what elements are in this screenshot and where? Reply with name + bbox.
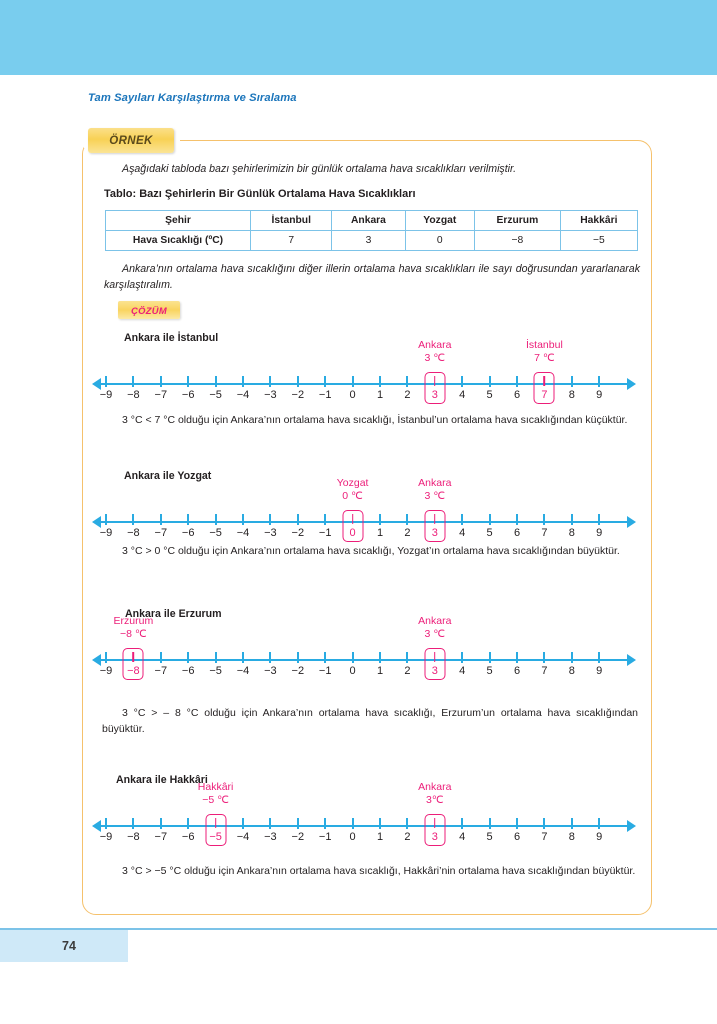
number-line-label: −8 (127, 389, 140, 401)
number-line (92, 339, 642, 405)
number-line-tick (379, 652, 381, 663)
number-line-label: −4 (236, 527, 250, 539)
number-line-tick (406, 818, 408, 829)
table-row (106, 231, 638, 251)
number-line-tick (297, 818, 299, 829)
number-line-tick-marked (352, 514, 354, 524)
number-line-label: 2 (404, 831, 411, 843)
number-line-label: 2 (404, 527, 411, 539)
number-line-label: −1 (318, 665, 332, 677)
number-line-label: −4 (236, 831, 250, 843)
table-caption: Tablo: Bazı Şehirlerin Bir Günlük Ortalama Hava Sıcaklıkları (104, 188, 416, 200)
city-temperature: −8 ℃ (120, 628, 147, 641)
number-line-tick (461, 818, 463, 829)
section-heading: Ankara ile Yozgat (124, 470, 212, 482)
city-name: Yozgat (336, 477, 369, 489)
section-explanation: 3 °C < 7 °C olduğu için Ankara’nın ortalama hava sıcaklığı, İstanbul’un ortalama hava sıcaklığından küçüktür. (122, 414, 628, 426)
table-header-erzurum: Erzurum (475, 211, 561, 231)
number-line-tick (297, 652, 299, 663)
number-line-tick (215, 652, 217, 663)
number-line-label: 3 (431, 389, 438, 401)
number-line-label: 2 (404, 389, 411, 401)
number-line-tick-marked (434, 818, 436, 828)
number-line-label: −1 (318, 831, 332, 843)
number-line-label: 1 (376, 389, 384, 401)
number-line-tick (132, 376, 134, 387)
number-line-axis (100, 825, 628, 827)
city-name: Ankara (418, 615, 452, 627)
number-line-label: 8 (568, 389, 575, 401)
number-line-label: −7 (154, 831, 168, 843)
number-line-label: 8 (568, 831, 575, 843)
city-name: Hakkâri (197, 781, 234, 793)
number-line-label: 0 (349, 389, 356, 401)
city-temperature: 0 ℃ (342, 490, 363, 503)
number-line-label: −2 (291, 831, 305, 843)
number-line-tick (543, 652, 545, 663)
number-line-city-label (114, 615, 154, 641)
number-line-tick (379, 818, 381, 829)
arrow-right-icon (627, 378, 636, 390)
number-line-label: −9 (99, 527, 113, 539)
number-line-tick (324, 652, 326, 663)
temperature-table (105, 210, 638, 251)
number-line-label: 3 (431, 527, 438, 539)
table-row-label: Hava Sıcaklığı (ºC) (106, 231, 251, 251)
number-line-label: −3 (264, 389, 277, 401)
example-content (82, 140, 652, 915)
number-line-tick (489, 818, 491, 829)
number-line-tick (598, 376, 600, 387)
city-name: Ankara (418, 781, 452, 793)
number-line-label: 7 (541, 665, 548, 677)
number-line-label: −6 (181, 665, 195, 677)
number-line-tick (461, 376, 463, 387)
number-line-label: −2 (291, 389, 305, 401)
number-line-label: −2 (291, 665, 305, 677)
number-line-label: 4 (459, 527, 466, 539)
section-explanation: 3 °C > 0 °C olduğu için Ankara’nın ortalama hava sıcaklığı, Yozgat’ın ortalama hava sıcaklığından büyüktür. (122, 545, 620, 557)
city-temperature: 3℃ (425, 794, 444, 807)
number-line-label: 4 (459, 389, 466, 401)
cozum-badge: ÇÖZÜM (118, 301, 180, 319)
number-line-tick (406, 514, 408, 525)
number-line-label: 9 (596, 389, 603, 401)
table-header-yozgat: Yozgat (405, 211, 475, 231)
number-line-label: 4 (459, 831, 466, 843)
number-line-label: 6 (513, 665, 521, 677)
city-temperature: 7 ℃ (534, 352, 555, 365)
number-line (92, 477, 642, 543)
number-line-label: −1 (318, 389, 332, 401)
section-explanation: 3 °C > −5 °C olduğu için Ankara’nın ortalama hava sıcaklığı, Hakkâri’nin ortalama hava sıcaklığından büyüktür. (122, 865, 636, 877)
number-line-label: 7 (541, 831, 548, 843)
number-line-tick (242, 376, 244, 387)
number-line-tick-marked (215, 818, 217, 828)
number-line-city-label (526, 339, 563, 365)
table-cell-yozgat: 0 (405, 231, 475, 251)
number-line-tick (215, 514, 217, 525)
number-line-label: −5 (209, 527, 222, 539)
number-line-tick (489, 514, 491, 525)
arrow-right-icon (627, 516, 636, 528)
number-line-label: 6 (513, 831, 521, 843)
number-line-label: 8 (568, 665, 575, 677)
number-line-tick (571, 652, 573, 663)
arrow-right-icon (627, 820, 636, 832)
number-line-label: 5 (486, 831, 493, 843)
number-line-city-label (418, 339, 451, 365)
city-temperature: 3 ℃ (424, 490, 446, 503)
compare-paragraph: Ankara’nın ortalama hava sıcaklığını diğer illerin ortalama hava sıcaklıkları ile sayı doğrusundan yararlanarak karşılaştıralım. (104, 263, 640, 291)
number-line-city-label (198, 781, 234, 807)
number-line-label: 4 (459, 665, 466, 677)
number-line-tick-marked (434, 652, 436, 662)
table-row (106, 211, 638, 231)
number-line-label: 2 (404, 665, 411, 677)
number-line-label: 8 (568, 527, 575, 539)
number-line-tick (132, 818, 134, 829)
number-line-label: 7 (541, 389, 548, 401)
number-line-tick (269, 376, 271, 387)
city-temperature: −5 ℃ (202, 794, 229, 807)
number-line-tick (461, 514, 463, 525)
city-name: Erzurum (113, 615, 154, 627)
header-band (0, 0, 717, 75)
number-line-city-label (418, 615, 451, 641)
number-line-tick (406, 652, 408, 663)
number-line-tick (352, 652, 354, 663)
number-line-tick (105, 514, 107, 525)
number-line-tick-marked (133, 652, 135, 662)
number-line-label: −8 (127, 527, 140, 539)
number-line-label: −2 (291, 527, 305, 539)
number-line-tick (516, 376, 518, 387)
number-line-tick (187, 818, 189, 829)
number-line-tick (187, 376, 189, 387)
number-line-tick (352, 376, 354, 387)
number-line-label: −6 (181, 527, 195, 539)
city-temperature: 3 ℃ (424, 628, 446, 641)
number-line-tick (242, 652, 244, 663)
city-name: Ankara (418, 477, 452, 489)
number-line-tick (516, 818, 518, 829)
number-line-tick (269, 818, 271, 829)
number-line-tick (379, 514, 381, 525)
city-name: Ankara (418, 339, 452, 351)
number-line-tick (598, 818, 600, 829)
table-header-ankara: Ankara (332, 211, 405, 231)
number-line-label: −4 (236, 389, 250, 401)
number-line-label: −3 (264, 831, 277, 843)
number-line-label: 9 (596, 831, 603, 843)
number-line-tick (352, 818, 354, 829)
table-cell-erzurum: −8 (475, 231, 561, 251)
number-line-tick (571, 818, 573, 829)
number-line-tick (324, 376, 326, 387)
section-explanation: 3 °C > – 8 °C olduğu için Ankara’nın ortalama hava sıcaklığı, Erzurum’un ortalama hava sıcaklığından büyüktür. (102, 707, 638, 736)
section-heading: Ankara ile Erzurum (125, 608, 222, 620)
number-line-label: −7 (154, 527, 168, 539)
number-line-tick (516, 514, 518, 525)
number-line-label: −3 (264, 527, 277, 539)
number-line-tick (598, 514, 600, 525)
number-line-tick (160, 514, 162, 525)
number-line-city-label (418, 781, 451, 807)
number-line-label: 3 (431, 665, 438, 677)
number-line-tick (379, 376, 381, 387)
number-line-label: −5 (209, 389, 222, 401)
number-line-label: −5 (209, 831, 222, 843)
number-line-tick (160, 652, 162, 663)
number-line-tick (543, 818, 545, 829)
section-heading: Ankara ile İstanbul (124, 332, 219, 344)
number-line-label: 5 (486, 665, 493, 677)
number-line-label: 9 (596, 665, 603, 677)
number-line-tick (132, 514, 134, 525)
number-line-label: −5 (209, 665, 222, 677)
page-number: 74 (62, 939, 76, 953)
number-line-label: −3 (264, 665, 277, 677)
number-line-tick (406, 376, 408, 387)
number-line-tick (324, 514, 326, 525)
number-line-label: −8 (127, 831, 140, 843)
number-line-label: 5 (486, 389, 493, 401)
number-line-label: −9 (99, 389, 113, 401)
number-line-tick-marked (434, 376, 436, 386)
number-line-label: −9 (99, 665, 113, 677)
table-cell-hakkari: −5 (560, 231, 637, 251)
number-line-city-label (337, 477, 369, 503)
number-line-label: −6 (181, 831, 195, 843)
number-line-label: −9 (99, 831, 113, 843)
number-line-label: 0 (349, 665, 356, 677)
page-number-box (0, 930, 128, 962)
number-line-label: 1 (376, 831, 384, 843)
number-line-tick (269, 652, 271, 663)
number-line-label: 3 (431, 831, 438, 843)
number-line-tick (516, 652, 518, 663)
number-line-tick (215, 376, 217, 387)
number-line (92, 615, 642, 681)
number-line-label: 0 (349, 527, 356, 539)
number-line-tick (571, 514, 573, 525)
number-line-tick (187, 514, 189, 525)
section-heading: Ankara ile Hakkâri (116, 774, 208, 786)
number-line-label: −4 (236, 665, 250, 677)
number-line-label: 9 (596, 527, 603, 539)
table-cell-ankara: 3 (332, 231, 405, 251)
number-line-tick (160, 376, 162, 387)
lead-paragraph: Aşağıdaki tabloda bazı şehirlerimizin bir günlük ortalama hava sıcaklıkları verilmiştir. (122, 163, 517, 175)
number-line-tick (297, 514, 299, 525)
number-line-label: 5 (486, 527, 493, 539)
number-line-tick (105, 652, 107, 663)
number-line-label: −7 (154, 389, 168, 401)
number-line-tick (543, 514, 545, 525)
number-line-label: 1 (376, 665, 384, 677)
arrow-right-icon (627, 654, 636, 666)
number-line-tick (105, 376, 107, 387)
table-header-istanbul: İstanbul (251, 211, 332, 231)
number-line-label: 7 (541, 527, 548, 539)
table-cell-istanbul: 7 (251, 231, 332, 251)
number-line-label: −1 (318, 527, 332, 539)
number-line-tick (489, 652, 491, 663)
city-name: İstanbul (526, 339, 563, 351)
number-line-city-label (418, 477, 451, 503)
number-line-tick (324, 818, 326, 829)
number-line-tick (489, 376, 491, 387)
number-line-axis (100, 521, 628, 523)
number-line-tick-marked (434, 514, 436, 524)
ornek-badge: ÖRNEK (88, 128, 174, 153)
number-line-tick (242, 818, 244, 829)
number-line-axis (100, 659, 628, 661)
number-line-label: −6 (181, 389, 195, 401)
number-line-label: −8 (127, 665, 140, 677)
number-line (92, 781, 642, 847)
number-line-label: −7 (154, 665, 168, 677)
number-line-tick (571, 376, 573, 387)
number-line-label: 1 (376, 527, 384, 539)
table-header-city: Şehir (106, 211, 251, 231)
number-line-label: 6 (513, 389, 521, 401)
number-line-tick (598, 652, 600, 663)
number-line-tick (187, 652, 189, 663)
page-title: Tam Sayıları Karşılaştırma ve Sıralama (88, 92, 297, 104)
number-line-tick (160, 818, 162, 829)
number-line-label: 0 (349, 831, 356, 843)
number-line-tick (105, 818, 107, 829)
number-line-tick (242, 514, 244, 525)
number-line-label: 6 (513, 527, 521, 539)
number-line-tick (461, 652, 463, 663)
number-line-tick-marked (544, 376, 546, 386)
table-header-hakkari: Hakkâri (560, 211, 637, 231)
number-line-tick (269, 514, 271, 525)
number-line-tick (297, 376, 299, 387)
city-temperature: 3 ℃ (424, 352, 446, 365)
